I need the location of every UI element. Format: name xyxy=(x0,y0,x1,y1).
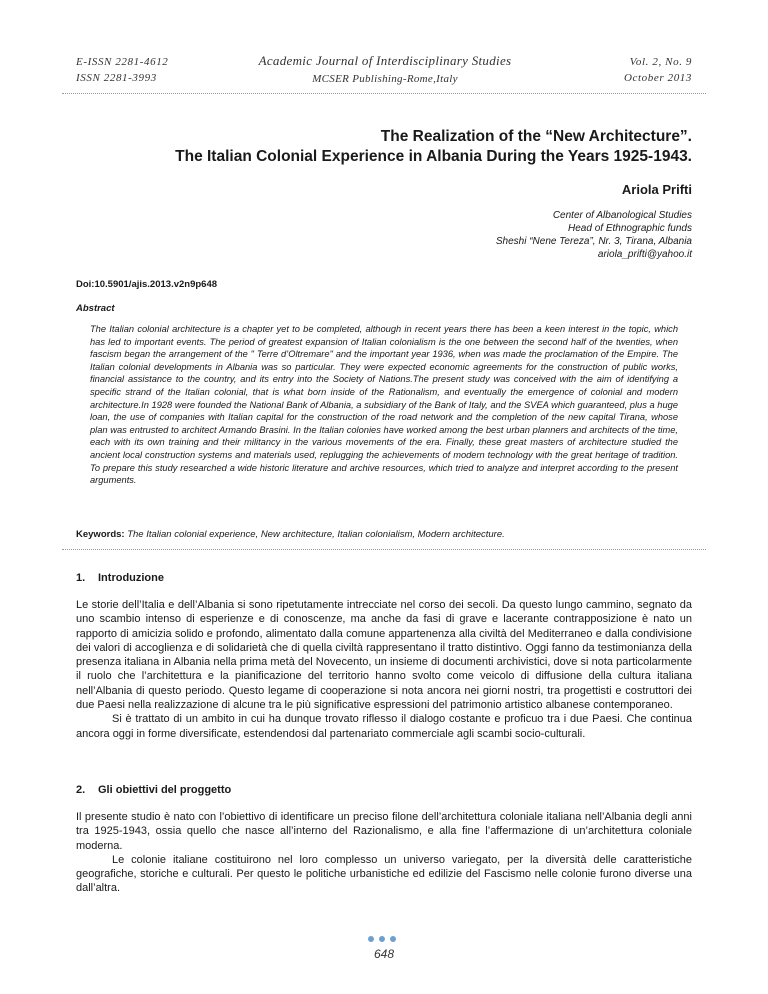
section-1-body xyxy=(76,598,692,741)
keywords-text: The Italian colonial experience, New architecture, Italian colonialism, Modern architecture. xyxy=(127,529,505,540)
dot-ornament xyxy=(390,936,396,942)
header-divider xyxy=(62,93,706,94)
section-number: 1. xyxy=(76,572,86,584)
journal-block xyxy=(230,52,540,88)
dot-ornament xyxy=(368,936,374,942)
issue-block xyxy=(624,54,692,86)
author-name: Ariola Prifti xyxy=(621,182,692,197)
section-title: Introduzione xyxy=(98,572,164,584)
page-number: 648 xyxy=(373,947,395,961)
issn: ISSN 2281-3993 xyxy=(76,72,157,84)
abstract-heading: Abstract xyxy=(76,303,115,314)
eissn: E-ISSN 2281-4612 xyxy=(76,56,169,68)
section-title: Gli obiettivi del proggetto xyxy=(98,784,232,796)
paragraph: Le colonie italiane costituirono nel loro complesso un universo variegato, per la diversità delle caratteristiche geografiche, storiche e culturali. Per questo le politiche urbanistiche ed edilizie del Fascismo nelle colonie furono diverse una dall’altra. xyxy=(76,853,692,895)
author-email[interactable]: ariola_prifti@yahoo.it xyxy=(597,249,692,260)
title-line-2: The Italian Colonial Experience in Albania During the Years 1925-1943. xyxy=(175,148,692,165)
affiliation-line: Sheshi “Nene Tereza”, Nr. 3, Tirana, Albania xyxy=(495,236,692,247)
abstract-text: The Italian colonial architecture is a chapter yet to be completed, although in recent years there has been a keen interest in the topic, which has led to important events. The period of greatest expansion of Italian colonialism is the one between the second half of the twenties, when fascism began the arrangement of the " Terre d’Oltremare" and the important year 1936, when was made the proclamation of the Empire. The Italian colonial developments in Albania was so particular. They were expected economic agreements for the construction of public works, financial assistance to the country, and its entry into the Society of Nations.The present study was conceived with the aim of identifying a specific strand of the Italian colonial, that is what born inside of the Rationalism, and eventually the emergence of colonial and modern architecture.In 1928 were founded the National Bank of Albania, a subsidiary of the Bank of Italy, and the SVEA which guaranteed, plus a huge loan, the use of companies with Italian capital for the construction of the road network and the completion of the new capital Tirana, whose plan was entrusted to architect Armando Brasini. In the Italian colonies have worked among the best urban planners and architects of the time, each with its own training and their militancy in the various movements of the era. Finally, these great masters of architecture studied the ancient local construction systems and materials used, replugging the achievements of modern technology with the great heritage of tradition. To prepare this study researched a wide historic literature and archive resources, which tried to analyze and interpret according to the present arguments. xyxy=(90,324,678,486)
paragraph: Il presente studio è nato con l’obiettivo di identificare un preciso filone dell’architettura coloniale italiana nell’Albania degli anni tra 1925-1943, ossia quello che nasce all’interno del Razionalismo, e alla fine l’affermazione di un’architettura coloniale moderna. xyxy=(76,811,692,852)
affiliation-line: Center of Albanological Studies xyxy=(552,210,692,221)
paragraph: Si è trattato di un ambito in cui ha dunque trovato riflesso il dialogo costante e proficuo tra i due Paesi. Che continua ancora oggi in forme diversificate, estendendosi dal partenariato commerciale agli scambi socio-culturali. xyxy=(76,713,692,740)
affiliation-line: Head of Ethnographic funds xyxy=(568,223,692,234)
keywords-label: Keywords: xyxy=(76,529,125,540)
issn-block xyxy=(76,54,168,86)
dot-ornament xyxy=(379,936,385,942)
doi[interactable]: Doi:10.5901/ajis.2013.v2n9p648 xyxy=(76,279,218,290)
title-line-1: The Realization of the “New Architecture”. xyxy=(380,128,692,145)
footer-dots-ornament xyxy=(368,936,396,942)
author-affiliation xyxy=(496,209,692,261)
section-2-body xyxy=(76,810,692,896)
volume: Vol. 2, No. 9 xyxy=(629,56,692,68)
section-heading-2 xyxy=(76,784,231,796)
issue-date: October 2013 xyxy=(624,72,692,84)
keywords xyxy=(76,529,505,540)
abstract-divider xyxy=(62,549,706,550)
journal-name: Academic Journal of Interdisciplinary Studies xyxy=(258,53,512,68)
paragraph: Le storie dell’Italia e dell’Albania si sono ripetutamente intrecciate nel corso dei secoli. Da questo lungo cammino, segnato da uno scambio intenso di esperienze e di conoscenze, ma anche da fasi di grave e lacerante contrapposizione è nato un rapporto di amicizia solido e profondo, alimentato dalla comune appartenenza alla civiltà del Mediterraneo e dalla condivisione dei valori di accoglienza e di solidarietà che di quella civiltà rappresentano il tratto distintivo. Oggi fanno da testimonianza della presenza italiana in Albania nella prima metà del Novecento, un insieme di documenti archivistici, dove si nota particolarmente il ruolo che l’architettura e la pianificazione del territorio hanno svolto come veicolo di diffusione della cultura italiana nell’Albania di questo periodo. Questo legame di cooperazione si nota ancora nei giorni nostri, tra progettisti e costruttori dei due Paesi nella realizzazione di alcune tra le più significative espressioni del patrimonio artistico albanese contemporaneo. xyxy=(76,599,692,712)
paper-title xyxy=(76,127,692,167)
section-heading-1 xyxy=(76,572,164,584)
section-number: 2. xyxy=(76,784,86,796)
publisher: MCSER Publishing-Rome,Italy xyxy=(312,73,458,85)
